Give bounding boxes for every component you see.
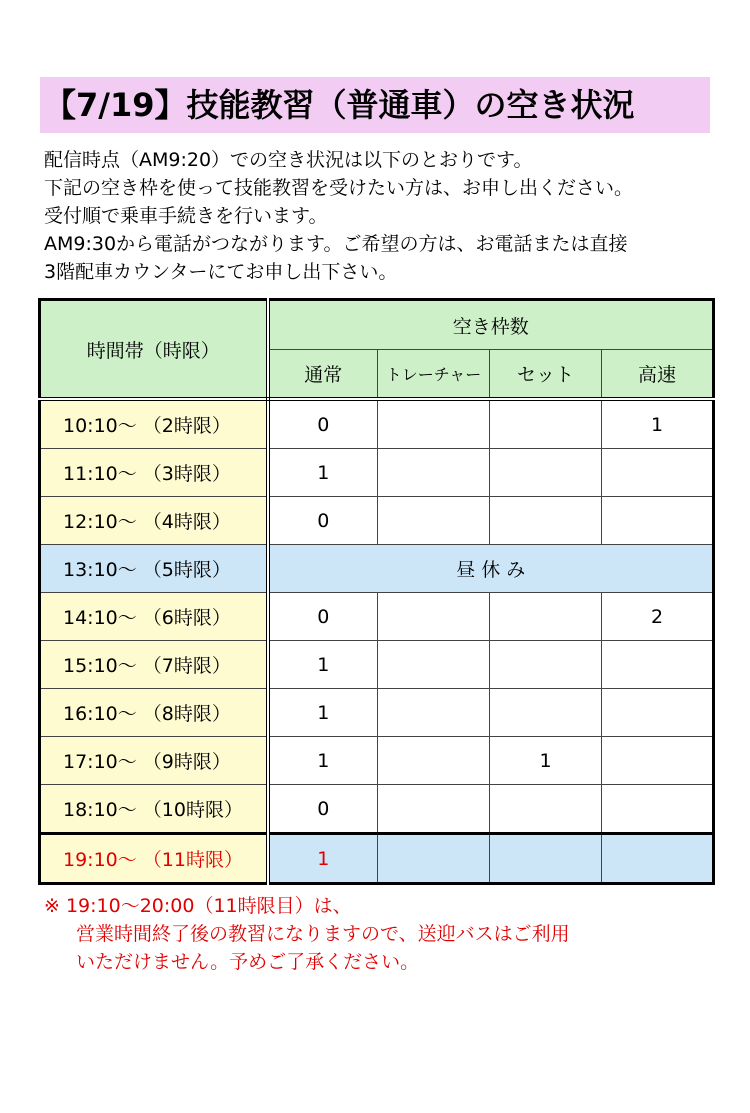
table-row-highlight (40, 834, 714, 884)
highway-cell: 2 (602, 593, 714, 641)
time-cell: 16:10～ （8時限） (40, 689, 268, 737)
time-cell: 17:10～ （9時限） (40, 737, 268, 785)
trailer-cell (378, 641, 490, 689)
intro-line: 下記の空き枠を使って技能教習を受けたい方は、お申し出ください。 (44, 177, 634, 199)
highway-cell (602, 785, 714, 834)
footnote (44, 892, 714, 976)
table-row (40, 399, 714, 449)
intro-line: 配信時点（AM9:20）での空き状況は以下のとおりです。 (44, 149, 533, 171)
table-row (40, 497, 714, 545)
trailer-cell (378, 449, 490, 497)
lunch-break-cell: 昼 休 み (268, 545, 714, 593)
time-cell: 15:10～ （7時限） (40, 641, 268, 689)
normal-cell: 1 (268, 449, 378, 497)
highway-cell (602, 641, 714, 689)
table-row (40, 689, 714, 737)
table-row (40, 737, 714, 785)
time-cell: 10:10～ （2時限） (40, 399, 268, 449)
col-header-trailer: トレーチャー (378, 350, 490, 400)
page-title: 【7/19】技能教習（普通車）の空き状況 (40, 77, 710, 133)
time-header: 時間帯（時限） (40, 300, 268, 400)
set-cell: 1 (490, 737, 602, 785)
normal-cell: 0 (268, 497, 378, 545)
footnote-line: ※ 19:10～20:00（11時限目）は、 (44, 895, 352, 917)
intro-line: AM9:30から電話がつながります。ご希望の方は、お電話または直接 (44, 233, 628, 255)
intro-line: 受付順で乗車手続きを行います。 (44, 205, 328, 227)
table-row (40, 449, 714, 497)
trailer-cell (378, 593, 490, 641)
table-row (40, 641, 714, 689)
availability-table (38, 298, 715, 885)
set-cell (490, 399, 602, 449)
table-row-lunch (40, 545, 714, 593)
set-cell (490, 689, 602, 737)
trailer-cell (378, 785, 490, 834)
footnote-line: いただけません。予めご了承ください。 (76, 951, 420, 973)
col-header-set: セット (490, 350, 602, 400)
highway-cell (602, 449, 714, 497)
intro-text (44, 146, 714, 286)
normal-cell: 1 (268, 737, 378, 785)
time-cell: 11:10～ （3時限） (40, 449, 268, 497)
trailer-cell (378, 689, 490, 737)
set-cell (490, 785, 602, 834)
set-cell (490, 497, 602, 545)
table-row (40, 593, 714, 641)
slots-header: 空き枠数 (268, 300, 714, 350)
highway-cell: 1 (602, 399, 714, 449)
trailer-cell (378, 497, 490, 545)
time-cell: 13:10～ （5時限） (40, 545, 268, 593)
footnote-line: 営業時間終了後の教習になりますので、送迎バスはご利用 (76, 923, 570, 945)
highway-cell (602, 834, 714, 884)
highway-cell (602, 737, 714, 785)
time-cell: 12:10～ （4時限） (40, 497, 268, 545)
normal-cell: 0 (268, 785, 378, 834)
normal-cell: 1 (268, 834, 378, 884)
normal-cell: 1 (268, 689, 378, 737)
trailer-cell (378, 399, 490, 449)
set-cell (490, 834, 602, 884)
trailer-cell (378, 834, 490, 884)
time-cell: 14:10～ （6時限） (40, 593, 268, 641)
col-header-highway: 高速 (602, 350, 714, 400)
intro-line: 3階配車カウンターにてお申し出下さい。 (44, 261, 398, 283)
set-cell (490, 641, 602, 689)
set-cell (490, 449, 602, 497)
col-header-normal: 通常 (268, 350, 378, 400)
time-cell: 19:10～ （11時限） (40, 834, 268, 884)
normal-cell: 0 (268, 593, 378, 641)
trailer-cell (378, 737, 490, 785)
table-row (40, 785, 714, 834)
highway-cell (602, 689, 714, 737)
time-cell: 18:10～ （10時限） (40, 785, 268, 834)
normal-cell: 1 (268, 641, 378, 689)
set-cell (490, 593, 602, 641)
normal-cell: 0 (268, 399, 378, 449)
highway-cell (602, 497, 714, 545)
